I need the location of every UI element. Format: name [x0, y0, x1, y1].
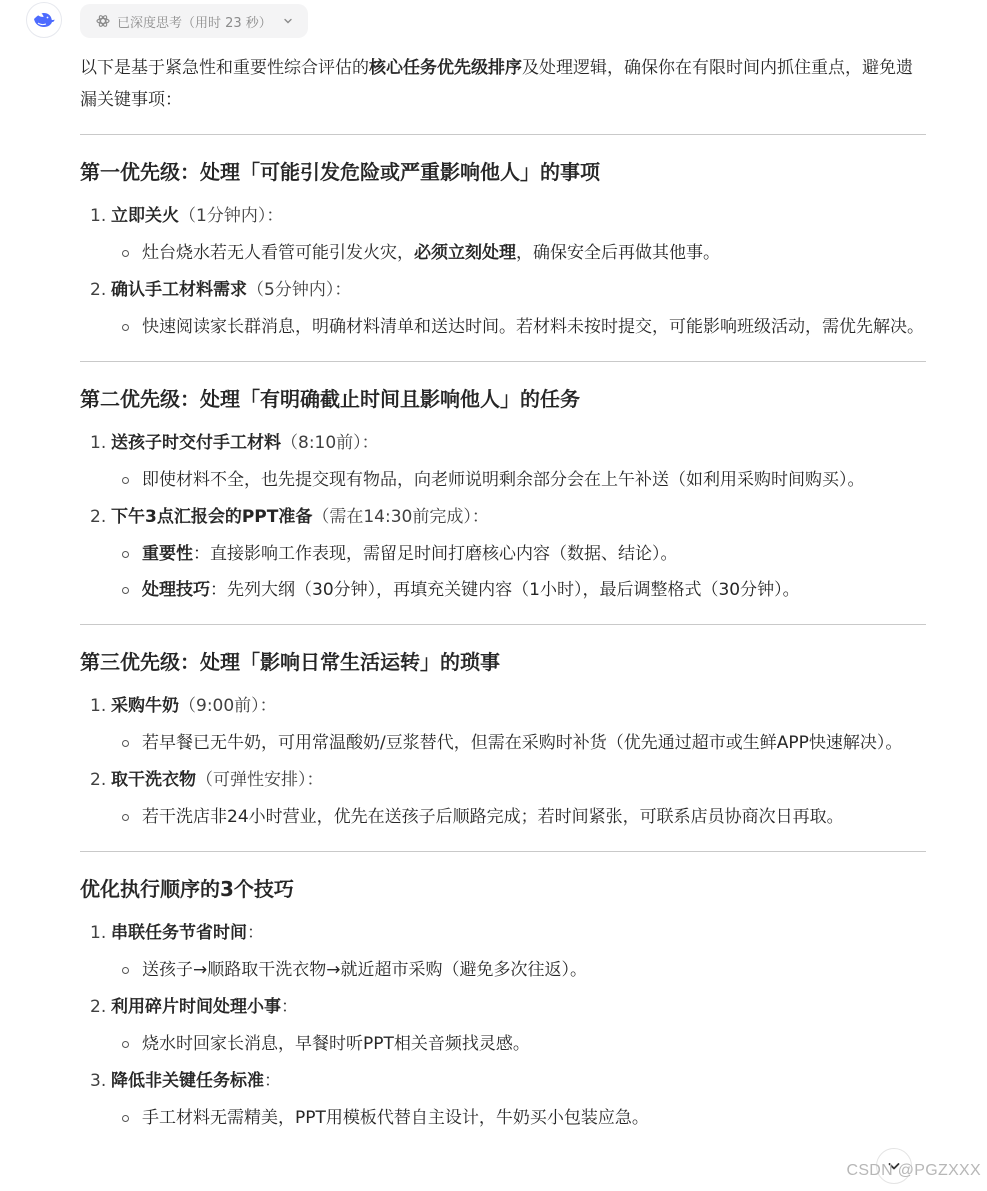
- chevron-down-icon: [282, 15, 294, 27]
- item-title: 降低非关键任务标准: [111, 1071, 264, 1091]
- sub-list: [111, 538, 926, 606]
- sub-item: [111, 574, 926, 606]
- tips-list: [80, 918, 926, 1134]
- sub-emphasis: 重要性: [142, 544, 193, 564]
- sub-item: 若干洗店非24小时营业，优先在送孩子后顺路完成；若时间紧张，可联系店员协商次日再取。: [111, 801, 926, 833]
- item-title: 取干洗衣物: [111, 770, 196, 790]
- sub-item: [111, 237, 926, 269]
- item-title: 串联任务节省时间: [111, 923, 247, 943]
- list-item: [80, 1066, 926, 1134]
- sub-text-end: ，确保安全后再做其他事。: [516, 243, 720, 263]
- list-item: [80, 502, 926, 606]
- sub-item: 即使材料不全，也先提交现有物品，向老师说明剩余部分会在上午补送（如利用采购时间购买）。: [111, 464, 926, 496]
- sub-text: 灶台烧水若无人看管可能引发火灾，: [142, 243, 414, 263]
- sub-list: [111, 311, 926, 343]
- section-heading-priority-3: 第三优先级：处理「影响日常生活运转」的琐事: [80, 650, 500, 674]
- atom-icon: [96, 14, 110, 28]
- item-number: 2.: [90, 770, 107, 790]
- list-item: [80, 992, 926, 1060]
- item-note: （5分钟内）：: [247, 280, 352, 300]
- priority-2-list: [80, 428, 926, 606]
- item-number: 2.: [90, 997, 107, 1017]
- sub-list: [111, 954, 926, 986]
- item-number: 2.: [90, 280, 107, 300]
- deepseek-whale-icon: [32, 8, 56, 32]
- sub-list: [111, 464, 926, 496]
- item-note: （需在14:30前完成）：: [312, 507, 489, 527]
- section-heading-priority-1: 第一优先级：处理「可能引发危险或严重影响他人」的事项: [80, 160, 600, 184]
- list-item: [80, 428, 926, 496]
- section-divider: [80, 361, 926, 362]
- item-title: 采购牛奶: [111, 696, 179, 716]
- intro-paragraph: [80, 52, 926, 116]
- item-number: 1.: [90, 206, 107, 226]
- item-note: （可弹性安排）：: [196, 770, 324, 790]
- sub-list: [111, 1028, 926, 1060]
- item-note: （8:10前）：: [281, 433, 379, 453]
- sub-emphasis: 处理技巧: [142, 580, 210, 600]
- assistant-avatar: [26, 2, 62, 38]
- section-divider: [80, 624, 926, 625]
- item-note: （1分钟内）：: [179, 206, 284, 226]
- item-title: 确认手工材料需求: [111, 280, 247, 300]
- item-number: 3.: [90, 1071, 107, 1091]
- deep-thinking-toggle[interactable]: [80, 4, 308, 38]
- item-note: ：: [247, 923, 264, 943]
- sub-item: 快速阅读家长群消息，明确材料清单和送达时间。若材料未按时提交，可能影响班级活动，需优先解决。: [111, 311, 926, 343]
- thinking-label: 已深度思考（用时 23 秒）: [117, 15, 272, 31]
- item-title: 立即关火: [111, 206, 179, 226]
- section-divider: [80, 134, 926, 135]
- section-heading-tips: 优化执行顺序的3个技巧: [80, 877, 294, 901]
- section-divider: [80, 851, 926, 852]
- sub-item: 若早餐已无牛奶，可用常温酸奶/豆浆替代，但需在采购时补货（优先通过超市或生鲜APP快速解决）。: [111, 727, 926, 759]
- item-number: 2.: [90, 507, 107, 527]
- priority-3-list: [80, 691, 926, 833]
- item-note: ：: [281, 997, 298, 1017]
- sub-list: [111, 237, 926, 269]
- priority-1-list: [80, 201, 926, 343]
- item-note: （9:00前）：: [179, 696, 277, 716]
- sub-item: 手工材料无需精美，PPT用模板代替自主设计，牛奶买小包装应急。: [111, 1102, 926, 1134]
- sub-emphasis: 必须立刻处理: [414, 243, 516, 263]
- sub-text: ：先列大纲（30分钟），再填充关键内容（1小时），最后调整格式（30分钟）。: [210, 580, 800, 600]
- sub-item: 烧水时回家长消息，早餐时听PPT相关音频找灵感。: [111, 1028, 926, 1060]
- intro-text: 以下是基于紧急性和重要性综合评估的: [80, 58, 369, 78]
- item-number: 1.: [90, 696, 107, 716]
- list-item: [80, 765, 926, 833]
- sub-item: 送孩子→顺路取干洗衣物→就近超市采购（避免多次往返）。: [111, 954, 926, 986]
- list-item: [80, 201, 926, 269]
- item-number: 1.: [90, 433, 107, 453]
- intro-text-end: 及处理逻辑，确保你在有限时间内抓住重点，避免遗漏关键事项：: [80, 58, 913, 110]
- sub-text: ：直接影响工作表现，需留足时间打磨核心内容（数据、结论）。: [193, 544, 678, 564]
- list-item: [80, 691, 926, 759]
- sub-list: [111, 1102, 926, 1134]
- watermark: CSDN @PGZXXX: [846, 1162, 981, 1179]
- section-heading-priority-2: 第二优先级：处理「有明确截止时间且影响他人」的任务: [80, 387, 580, 411]
- answer-content: [80, 52, 926, 1140]
- intro-emphasis: 核心任务优先级排序: [369, 58, 522, 78]
- sub-item: [111, 538, 926, 570]
- sub-list: [111, 727, 926, 759]
- item-note: ：: [264, 1071, 281, 1091]
- item-title: 利用碎片时间处理小事: [111, 997, 281, 1017]
- list-item: [80, 918, 926, 986]
- item-number: 1.: [90, 923, 107, 943]
- sub-list: [111, 801, 926, 833]
- list-item: [80, 275, 926, 343]
- item-title: 送孩子时交付手工材料: [111, 433, 281, 453]
- item-title: 下午3点汇报会的PPT准备: [111, 507, 313, 527]
